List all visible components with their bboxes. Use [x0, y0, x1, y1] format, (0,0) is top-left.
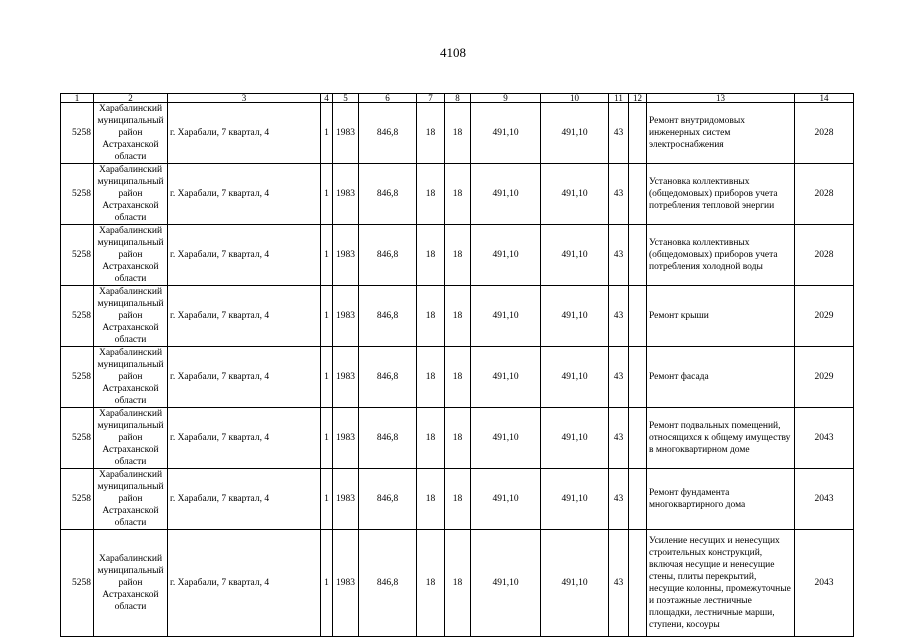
column-7-cell: 18: [417, 225, 445, 286]
district-cell: Харабалинский муниципальный район Астраханской области: [94, 347, 168, 408]
work-type-cell: Ремонт крыши: [647, 286, 795, 347]
row-number-cell: 5258: [61, 408, 94, 469]
planned-year-cell: 2029: [795, 347, 854, 408]
column-header: 11: [609, 94, 629, 103]
column-8-cell: 18: [445, 225, 471, 286]
column-header: 3: [168, 94, 321, 103]
planned-year-cell: 2028: [795, 225, 854, 286]
area-cell: 846,8: [359, 408, 417, 469]
capital-repair-table: [60, 93, 854, 637]
column-header: 9: [471, 94, 541, 103]
column-header: 4: [321, 94, 333, 103]
address-cell: г. Харабали, 7 квартал, 4: [168, 408, 321, 469]
address-cell: г. Харабали, 7 квартал, 4: [168, 469, 321, 530]
table-row: [61, 164, 854, 225]
column-8-cell: 18: [445, 408, 471, 469]
work-type-cell: Установка коллективных (общедомовых) приборов учета потребления холодной воды: [647, 225, 795, 286]
column-10-cell: 491,10: [541, 103, 609, 164]
column-7-cell: 18: [417, 469, 445, 530]
column-header: 2: [94, 94, 168, 103]
address-cell: г. Харабали, 7 квартал, 4: [168, 164, 321, 225]
column-10-cell: 491,10: [541, 225, 609, 286]
column-10-cell: 491,10: [541, 164, 609, 225]
column-10-cell: 491,10: [541, 469, 609, 530]
column-header: 1: [61, 94, 94, 103]
column-4-cell: 1: [321, 225, 333, 286]
header-row: [61, 94, 854, 103]
planned-year-cell: 2028: [795, 164, 854, 225]
year-built-cell: 1983: [333, 408, 359, 469]
column-10-cell: 491,10: [541, 530, 609, 637]
column-11-cell: 43: [609, 469, 629, 530]
district-cell: Харабалинский муниципальный район Астраханской области: [94, 103, 168, 164]
address-cell: г. Харабали, 7 квартал, 4: [168, 225, 321, 286]
table-row: [61, 225, 854, 286]
column-4-cell: 1: [321, 469, 333, 530]
work-type-cell: Установка коллективных (общедомовых) приборов учета потребления тепловой энергии: [647, 164, 795, 225]
row-number-cell: 5258: [61, 103, 94, 164]
column-7-cell: 18: [417, 286, 445, 347]
column-9-cell: 491,10: [471, 347, 541, 408]
column-12-cell: [629, 225, 647, 286]
column-9-cell: 491,10: [471, 530, 541, 637]
column-4-cell: 1: [321, 347, 333, 408]
work-type-cell: Ремонт внутридомовых инженерных систем электроснабжения: [647, 103, 795, 164]
work-type-cell: Ремонт подвальных помещений, относящихся к общему имуществу в многоквартирном доме: [647, 408, 795, 469]
column-header: 7: [417, 94, 445, 103]
column-7-cell: 18: [417, 530, 445, 637]
column-11-cell: 43: [609, 225, 629, 286]
column-10-cell: 491,10: [541, 286, 609, 347]
work-type-cell: Ремонт фасада: [647, 347, 795, 408]
row-number-cell: 5258: [61, 286, 94, 347]
column-header: 14: [795, 94, 854, 103]
year-built-cell: 1983: [333, 347, 359, 408]
column-4-cell: 1: [321, 408, 333, 469]
year-built-cell: 1983: [333, 286, 359, 347]
row-number-cell: 5258: [61, 164, 94, 225]
table-row: [61, 530, 854, 637]
planned-year-cell: 2043: [795, 530, 854, 637]
district-cell: Харабалинский муниципальный район Астраханской области: [94, 530, 168, 637]
column-10-cell: 491,10: [541, 408, 609, 469]
column-11-cell: 43: [609, 530, 629, 637]
address-cell: г. Харабали, 7 квартал, 4: [168, 530, 321, 637]
column-10-cell: 491,10: [541, 347, 609, 408]
column-4-cell: 1: [321, 530, 333, 637]
column-9-cell: 491,10: [471, 164, 541, 225]
column-12-cell: [629, 347, 647, 408]
column-4-cell: 1: [321, 286, 333, 347]
page-number: 4108: [440, 45, 466, 60]
column-7-cell: 18: [417, 103, 445, 164]
table-row: [61, 286, 854, 347]
address-cell: г. Харабали, 7 квартал, 4: [168, 103, 321, 164]
planned-year-cell: 2043: [795, 469, 854, 530]
column-12-cell: [629, 469, 647, 530]
row-number-cell: 5258: [61, 469, 94, 530]
column-7-cell: 18: [417, 347, 445, 408]
table-row: [61, 408, 854, 469]
column-header: 13: [647, 94, 795, 103]
area-cell: 846,8: [359, 225, 417, 286]
column-12-cell: [629, 530, 647, 637]
column-12-cell: [629, 164, 647, 225]
column-11-cell: 43: [609, 408, 629, 469]
address-cell: г. Харабали, 7 квартал, 4: [168, 286, 321, 347]
column-8-cell: 18: [445, 469, 471, 530]
row-number-cell: 5258: [61, 347, 94, 408]
column-4-cell: 1: [321, 103, 333, 164]
column-11-cell: 43: [609, 103, 629, 164]
column-12-cell: [629, 286, 647, 347]
column-header: 8: [445, 94, 471, 103]
table-row: [61, 103, 854, 164]
planned-year-cell: 2043: [795, 408, 854, 469]
district-cell: Харабалинский муниципальный район Астраханской области: [94, 225, 168, 286]
column-7-cell: 18: [417, 164, 445, 225]
area-cell: 846,8: [359, 347, 417, 408]
column-7-cell: 18: [417, 408, 445, 469]
column-11-cell: 43: [609, 286, 629, 347]
table-row: [61, 347, 854, 408]
column-8-cell: 18: [445, 103, 471, 164]
column-header: 6: [359, 94, 417, 103]
area-cell: 846,8: [359, 469, 417, 530]
column-4-cell: 1: [321, 164, 333, 225]
planned-year-cell: 2028: [795, 103, 854, 164]
column-8-cell: 18: [445, 286, 471, 347]
column-11-cell: 43: [609, 347, 629, 408]
row-number-cell: 5258: [61, 225, 94, 286]
column-9-cell: 491,10: [471, 408, 541, 469]
year-built-cell: 1983: [333, 103, 359, 164]
address-cell: г. Харабали, 7 квартал, 4: [168, 347, 321, 408]
column-9-cell: 491,10: [471, 286, 541, 347]
column-8-cell: 18: [445, 530, 471, 637]
column-9-cell: 491,10: [471, 103, 541, 164]
column-8-cell: 18: [445, 164, 471, 225]
year-built-cell: 1983: [333, 530, 359, 637]
work-type-cell: Ремонт фундамента многоквартирного дома: [647, 469, 795, 530]
area-cell: 846,8: [359, 164, 417, 225]
column-12-cell: [629, 103, 647, 164]
area-cell: 846,8: [359, 286, 417, 347]
year-built-cell: 1983: [333, 164, 359, 225]
area-cell: 846,8: [359, 103, 417, 164]
planned-year-cell: 2029: [795, 286, 854, 347]
column-header: 5: [333, 94, 359, 103]
column-9-cell: 491,10: [471, 469, 541, 530]
district-cell: Харабалинский муниципальный район Астраханской области: [94, 469, 168, 530]
district-cell: Харабалинский муниципальный район Астраханской области: [94, 164, 168, 225]
work-type-cell: Усиление несущих и ненесущих строительных конструкций, включая несущие и ненесущие стены, плиты перекрытий, несущие колонны, промежуточные и поэтажные лестничные площадки, лестничные марши, ступени, косоуры: [647, 530, 795, 637]
table-row: [61, 469, 854, 530]
column-12-cell: [629, 408, 647, 469]
column-8-cell: 18: [445, 347, 471, 408]
column-header: 12: [629, 94, 647, 103]
year-built-cell: 1983: [333, 469, 359, 530]
column-9-cell: 491,10: [471, 225, 541, 286]
column-header: 10: [541, 94, 609, 103]
district-cell: Харабалинский муниципальный район Астраханской области: [94, 286, 168, 347]
year-built-cell: 1983: [333, 225, 359, 286]
district-cell: Харабалинский муниципальный район Астраханской области: [94, 408, 168, 469]
row-number-cell: 5258: [61, 530, 94, 637]
column-11-cell: 43: [609, 164, 629, 225]
area-cell: 846,8: [359, 530, 417, 637]
